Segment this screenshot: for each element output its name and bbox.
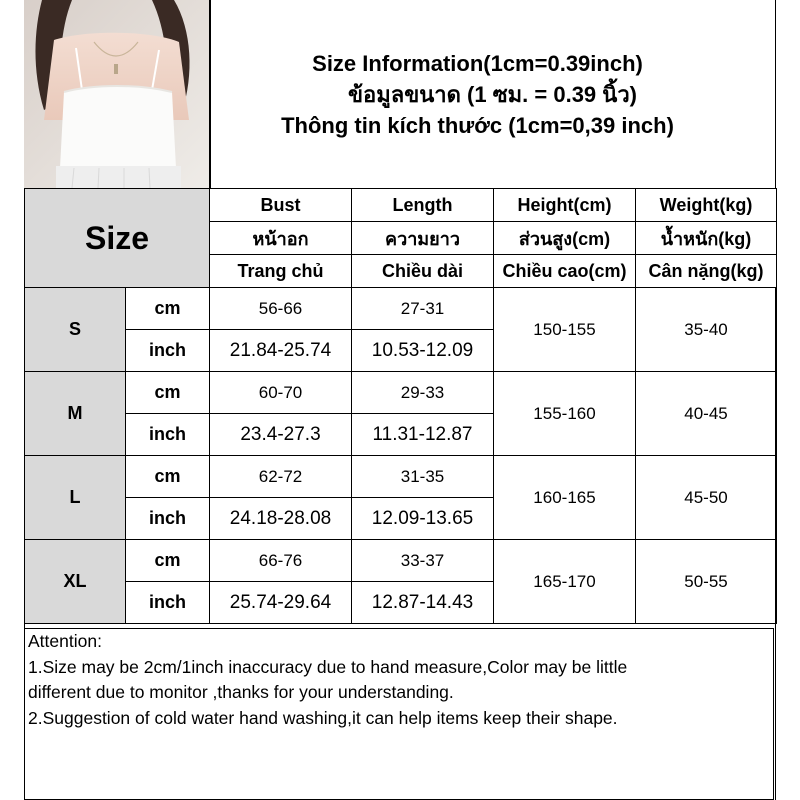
unit-cm: cm <box>126 456 210 498</box>
bust-cm: 66-76 <box>210 540 352 582</box>
length-cm: 31-35 <box>352 456 494 498</box>
unit-cm: cm <box>126 540 210 582</box>
notes-line-2: different due to monitor ,thanks for your understanding. <box>28 682 454 702</box>
table-row <box>25 372 777 414</box>
attention-notes <box>24 628 774 800</box>
table-row <box>25 540 777 582</box>
length-inch: 10.53-12.09 <box>352 330 494 372</box>
product-photo-white-camisole-icon <box>24 0 209 188</box>
weight-range: 45-50 <box>636 456 777 540</box>
height-range: 165-170 <box>494 540 636 624</box>
table-row <box>25 456 777 498</box>
bust-inch: 24.18-28.08 <box>210 498 352 540</box>
title-vietnamese: Thông tin kích thước (1cm=0,39 inch) <box>281 112 674 138</box>
height-range: 160-165 <box>494 456 636 540</box>
weight-range: 35-40 <box>636 288 777 372</box>
unit-inch: inch <box>126 498 210 540</box>
length-cm: 33-37 <box>352 540 494 582</box>
weight-range: 40-45 <box>636 372 777 456</box>
unit-inch: inch <box>126 414 210 456</box>
size-info-title <box>209 0 776 188</box>
col-bust-vi: Trang chủ <box>210 255 352 288</box>
size-header: Size <box>25 189 210 288</box>
col-weight-vi: Cân nặng(kg) <box>636 255 777 288</box>
bust-cm: 60-70 <box>210 372 352 414</box>
length-inch: 12.87-14.43 <box>352 582 494 624</box>
col-weight-en: Weight(kg) <box>636 189 777 222</box>
length-inch: 11.31-12.87 <box>352 414 494 456</box>
unit-cm: cm <box>126 372 210 414</box>
product-photo <box>24 0 211 188</box>
height-range: 155-160 <box>494 372 636 456</box>
size-s: S <box>25 288 126 372</box>
table-row <box>25 288 777 330</box>
col-length-vi: Chiều dài <box>352 255 494 288</box>
length-inch: 12.09-13.65 <box>352 498 494 540</box>
unit-cm: cm <box>126 288 210 330</box>
bust-inch: 21.84-25.74 <box>210 330 352 372</box>
col-height-vi: Chiều cao(cm) <box>494 255 636 288</box>
length-cm: 29-33 <box>352 372 494 414</box>
notes-heading: Attention: <box>28 631 102 651</box>
col-weight-th: น้ำหนัก(kg) <box>636 222 777 255</box>
size-l: L <box>25 456 126 540</box>
size-table <box>24 188 777 624</box>
bust-inch: 25.74-29.64 <box>210 582 352 624</box>
unit-inch: inch <box>126 582 210 624</box>
col-length-en: Length <box>352 189 494 222</box>
col-bust-th: หน้าอก <box>210 222 352 255</box>
bust-inch: 23.4-27.3 <box>210 414 352 456</box>
col-bust-en: Bust <box>210 189 352 222</box>
title-english: Size Information(1cm=0.39inch) <box>312 50 643 76</box>
unit-inch: inch <box>126 330 210 372</box>
length-cm: 27-31 <box>352 288 494 330</box>
bust-cm: 62-72 <box>210 456 352 498</box>
col-height-th: ส่วนสูง(cm) <box>494 222 636 255</box>
size-m: M <box>25 372 126 456</box>
size-xl: XL <box>25 540 126 624</box>
col-height-en: Height(cm) <box>494 189 636 222</box>
col-length-th: ความยาว <box>352 222 494 255</box>
notes-line-3: 2.Suggestion of cold water hand washing,it can help items keep their shape. <box>28 707 618 728</box>
weight-range: 50-55 <box>636 540 777 624</box>
height-range: 150-155 <box>494 288 636 372</box>
title-thai: ข้อมูลขนาด (1 ซม. = 0.39 นิ้ว) <box>347 81 637 107</box>
notes-line-1: 1.Size may be 2cm/1inch inaccuracy due to hand measure,Color may be little <box>28 656 628 677</box>
bust-cm: 56-66 <box>210 288 352 330</box>
